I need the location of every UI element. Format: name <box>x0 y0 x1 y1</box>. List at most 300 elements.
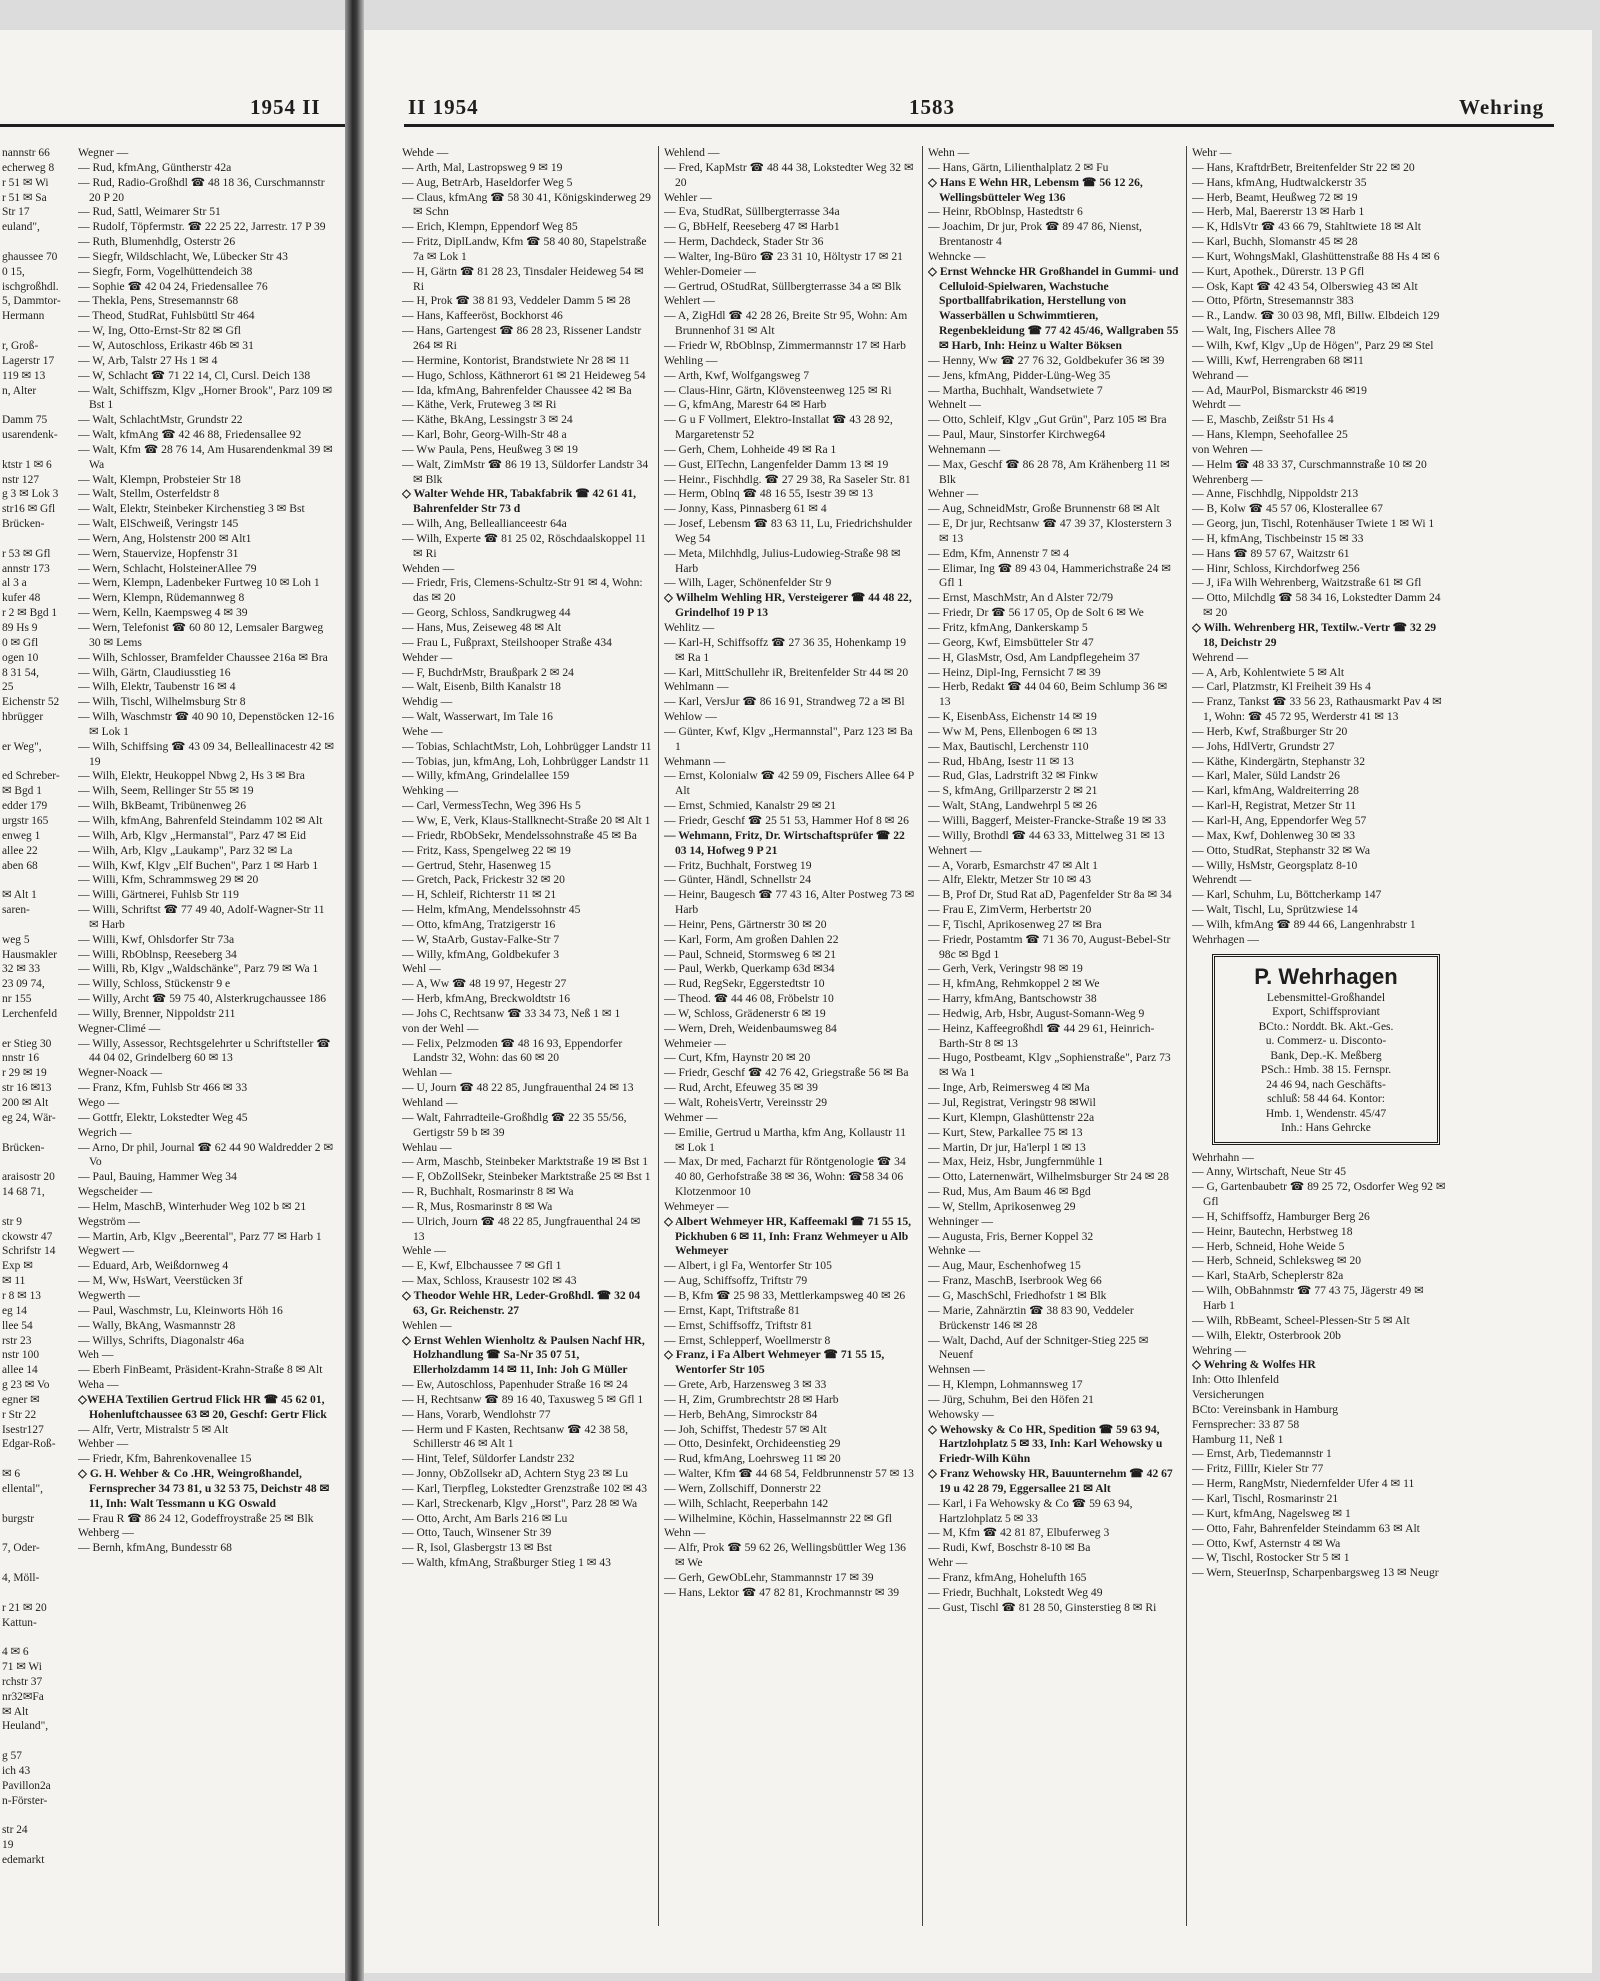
directory-entry: str16 ✉ Gfl <box>2 503 56 516</box>
directory-entry: — Ernst, Schmied, Kanalstr 29 ✉ 21 <box>664 799 837 813</box>
directory-entry: — Wilh, Schiffsing ☎ 43 09 34, Belleallinacestr 42 ✉ 19 <box>78 739 335 768</box>
directory-entry: 14 68 71, <box>2 1186 45 1199</box>
directory-entry: — B, Kfm ☎ 25 98 33, Mettlerkampsweg 40 ✉ 26 <box>664 1288 906 1302</box>
directory-entry: — Walt, Fahrradteile-Großhdlg ☎ 22 35 55/56, Gertigstr 59 b ✉ 39 <box>402 1110 627 1139</box>
directory-entry: — Arth, Kwf, Wolfgangsweg 7 <box>664 368 810 382</box>
directory-entry: — Jonny, Kass, Pinnasberg 61 ✉ 4 <box>664 502 827 516</box>
directory-entry: Wehlmann — <box>664 680 729 694</box>
directory-entry: — Willy, Brenner, Nippoldstr 211 <box>78 1006 236 1020</box>
directory-entry: — Aug, Schiffsoffz, Triftstr 79 <box>664 1274 808 1288</box>
directory-entry: — R, Mus, Rosmarinstr 8 ✉ Wa <box>402 1199 553 1213</box>
directory-entry: — Rudi, Kwf, Boschstr 8-10 ✉ Ba <box>928 1541 1091 1555</box>
directory-entry: — Hans, Klempn, Seehofallee 25 <box>1192 428 1348 442</box>
directory-entry: Wehring — <box>1192 1343 1247 1357</box>
directory-entry: — K, HdlsVtr ☎ 43 66 79, Stahltwiete 18 ✉ Alt <box>1192 220 1421 234</box>
directory-entry: — Inge, Arb, Reimersweg 4 ✉ Ma <box>928 1081 1090 1095</box>
directory-entry: weg 5 <box>2 933 30 946</box>
directory-entry: — Jens, kfmAng, Pidder-Lüng-Weg 35 <box>928 368 1111 382</box>
directory-entry: Pavillon2a <box>2 1779 51 1792</box>
directory-entry: — Gust, ElTechn, Langenfelder Damm 13 ✉ 19 <box>664 457 889 471</box>
directory-entry: — Max, Bautischl, Lerchenstr 110 <box>928 739 1089 753</box>
directory-entry: — R, Buchhalt, Rosmarinstr 8 ✉ Wa <box>402 1185 574 1199</box>
directory-entry: — Jul, Registrat, Veringstr 98 ✉Wil <box>928 1096 1096 1109</box>
directory-entry: Wegwert — <box>78 1244 135 1258</box>
directory-entry: — Paul, Werkb, Querkamp 63d ✉34 <box>664 962 835 976</box>
directory-entry: — H, kfmAng, Tischbeinstr 15 ✉ 33 <box>1192 531 1364 545</box>
directory-entry: — Rud, Glas, Ladrstrift 32 ✉ Finkw <box>928 769 1099 783</box>
directory-entry: — Franz, kfmAng, Hohelufth 165 <box>928 1571 1087 1584</box>
directory-entry: ogen 10 <box>2 651 39 664</box>
directory-entry: — Claus, kfmAng ☎ 58 30 41, Königskinderweg 29 ✉ Schn <box>402 190 651 219</box>
directory-entry: — Wilh, kfmAng, Bahrenfeld Steindamm 102 ✉ Alt <box>78 813 323 827</box>
directory-entry: — H, Klempn, Lohmannsweg 17 <box>928 1378 1083 1392</box>
directory-entry: — Walt, Klempn, Probsteier Str 18 <box>78 472 241 486</box>
column-wehr <box>1192 146 1448 1581</box>
directory-entry: — Erich, Klempn, Eppendorf Weg 85 <box>402 220 578 234</box>
directory-entry <box>2 235 74 250</box>
directory-entry: — Felix, Pelzmoden ☎ 48 16 93, Eppendorfer Landstr 32, Wohn: das 60 ✉ 20 <box>402 1036 623 1065</box>
directory-entry: — W, Autoschloss, Erikastr 46b ✉ 31 <box>78 338 254 352</box>
directory-entry: ◇ Wilh. Wehrenberg HR, Textilw.-Vertr ☎ 32 29 18, Deichstr 29 <box>1192 621 1437 649</box>
directory-entry: — Walt, Tischl, Lu, Sprützwiese 14 <box>1192 903 1358 917</box>
directory-entry: — W, Stellm, Aprikosenweg 29 <box>928 1199 1076 1213</box>
directory-entry: ◇ Albert Wehmeyer HR, Kaffeemakl ☎ 71 55 15, Pickhuben 6 ✉ 11, Inh: Franz Wehmeyer u Alb Wehmeyer <box>664 1214 912 1258</box>
directory-entry: — Hans, kfmAng, Hudtwalckerstr 35 <box>1192 175 1367 189</box>
directory-entry: — Karl, Schuhm, Lu, Böttcherkamp 147 <box>1192 888 1382 902</box>
directory-entry <box>2 1630 74 1645</box>
directory-entry: — Walt, Schiffszm, Klgv „Horner Brook", Parz 109 ✉ Bst 1 <box>78 383 333 412</box>
directory-entry: ◇ Wehring & Wolfes HR <box>1192 1358 1316 1372</box>
directory-entry: — Otto, Desinfekt, Orchideenstieg 29 <box>664 1437 841 1451</box>
directory-entry: Wehnelt — <box>928 398 981 412</box>
directory-entry: — Rud, Archt, Efeuweg 35 ✉ 39 <box>664 1081 818 1095</box>
directory-entry: — Wilh, RbBeamt, Scheel-Plessen-Str 5 ✉ Alt <box>1192 1313 1410 1327</box>
directory-entry: Isestr127 <box>2 1423 44 1436</box>
directory-entry: — Carl, VermessTechn, Weg 396 Hs 5 <box>402 799 581 813</box>
directory-entry: — Karl-H, Registrat, Metzer Str 11 <box>1192 799 1357 813</box>
directory-entry: — Johs C, Rechtsanw ☎ 33 34 73, Neß 1 ✉ 1 <box>402 1006 621 1020</box>
directory-entry: Weha — <box>78 1378 119 1392</box>
directory-entry: — Helm, kfmAng, Mendelssohnstr 45 <box>402 903 581 917</box>
directory-entry: — Herm, Dachdeck, Stader Str 36 <box>664 235 824 249</box>
directory-entry: — Wilh, ObBahnmstr ☎ 77 43 75, Jägerstr 49 ✉ Harb 1 <box>1192 1284 1424 1312</box>
directory-entry: ◇ Theodor Wehle HR, Leder-Großhdl. ☎ 32 04 63, Gr. Reichenstr. 27 <box>402 1288 641 1317</box>
directory-entry: — Ernst, MaschMstr, An d Alster 72/79 <box>928 591 1114 605</box>
directory-entry: — Käthe, Kindergärtn, Stephanstr 32 <box>1192 754 1366 768</box>
directory-entry: r 29 ✉ 19 <box>2 1067 47 1080</box>
directory-entry <box>2 1526 74 1541</box>
directory-entry: — Fritz, DiplLandw, Kfm ☎ 58 40 80, Stapelstraße 7a ✉ Lok 1 <box>402 235 647 263</box>
ad-line: schluß: 58 44 64. Kontor: <box>1267 1093 1385 1106</box>
directory-entry: — Walt, kfmAng ☎ 42 46 88, Friedensallee 92 <box>78 428 302 442</box>
directory-entry: — Kurt, Stew, Parkallee 75 ✉ 13 <box>928 1125 1083 1139</box>
directory-entry: r 8 ✉ 13 <box>2 1289 41 1302</box>
directory-entry: ich 43 <box>2 1764 31 1777</box>
directory-entry: — Rud, Mus, Am Baum 46 ✉ Bgd <box>928 1185 1091 1199</box>
directory-entry: — Karl, Buchh, Slomanstr 45 ✉ 28 <box>1192 235 1358 249</box>
directory-entry: — Ww Paula, Pens, Heußweg 3 ✉ 19 <box>402 442 578 456</box>
directory-entry: — Wilh, Tischl, Wilhelmsburg Str 8 <box>78 695 246 709</box>
directory-entry: — Friedr W, RbOblnsp, Zimmermannstr 17 ✉ Harb <box>664 338 906 352</box>
directory-entry: 119 ✉ 13 <box>2 369 46 382</box>
directory-entry: — Karl, Streckenarb, Klgv „Horst", Parz 28 ✉ Wa <box>402 1496 638 1510</box>
directory-entry: — Friedr, Buchhalt, Lokstedt Weg 49 <box>928 1585 1103 1599</box>
directory-entry: — Ernst, Schiffsoffz, Triftstr 81 <box>664 1318 813 1332</box>
directory-entry: — Herb, Schneid, Hohe Weide 5 <box>1192 1239 1345 1253</box>
directory-entry: — Ernst, Schlepperf, Woellmerstr 8 <box>664 1333 831 1347</box>
directory-entry: — Eberh FinBeamt, Präsident-Krahn-Straße 8 ✉ Alt <box>78 1363 323 1377</box>
directory-entry: — K, EisenbAss, Eichenstr 14 ✉ 19 <box>928 710 1097 724</box>
directory-entry: ◇ Ernst Wehlen Wienholtz & Paulsen Nachf HR, Holzhandlung ☎ Sa-Nr 35 07 51, Ellerholzdamm 14 ✉ 11, Inh: Joh G Müller <box>402 1333 645 1377</box>
ad-line: Inh.: Hans Gehrcke <box>1281 1122 1371 1135</box>
directory-entry: 25 <box>2 681 14 694</box>
directory-entry: — Anny, Wirtschaft, Neue Str 45 <box>1192 1165 1347 1179</box>
directory-entry: — Gottfr, Elektr, Lokstedter Weg 45 <box>78 1110 248 1124</box>
directory-entry: Wegner-Climé — <box>78 1021 161 1035</box>
directory-entry: — Otto, Tauch, Winsener Str 39 <box>402 1526 552 1540</box>
directory-entry: er Stieg 30 <box>2 1037 52 1050</box>
directory-entry: — Hint, Telef, Süldorfer Landstr 232 <box>402 1452 575 1466</box>
column-wehn <box>928 146 1180 1616</box>
directory-entry: ◇ Hans E Wehn HR, Lebensm ☎ 56 12 26, Wellingsbütteler Weg 136 <box>928 175 1143 204</box>
directory-entry: — Wern, Telefonist ☎ 60 80 12, Lemsaler Bargweg 30 ✉ Lems <box>78 621 324 649</box>
directory-entry: — Meta, Milchhdlg, Julius-Ludowieg-Straße 98 ✉ Harb <box>664 546 901 575</box>
directory-entry: Wehmeier — <box>664 1036 726 1050</box>
directory-entry: — A, ZigHdl ☎ 42 28 26, Breite Str 95, Wohn: Am Brunnenhof 31 ✉ Alt <box>664 309 908 338</box>
directory-entry: — Heinr., Fischhdlg. ☎ 27 29 38, Ra Saseler Str. 81 <box>664 472 911 486</box>
directory-entry: Wehrdt — <box>1192 398 1241 412</box>
directory-entry: allee 22 <box>2 844 38 857</box>
directory-entry: — Friedr, Postamtm ☎ 71 36 70, August-Bebel-Str 98c ✉ Bgd 1 <box>928 932 1171 961</box>
directory-entry: — Karl, Form, Am großen Dahlen 22 <box>664 932 839 946</box>
directory-entry: 200 ✉ Alt <box>2 1097 49 1109</box>
directory-entry: — Wilh, Arb, Klgv „Laukamp", Parz 32 ✉ La <box>78 843 293 857</box>
directory-entry: — Willi, Kwf, Ohlsdorfer Str 73a <box>78 932 235 946</box>
directory-entry: Wehn — <box>928 146 970 159</box>
directory-entry: Wegwerth — <box>78 1288 140 1302</box>
directory-entry: nr32✉Fa <box>2 1690 44 1703</box>
directory-entry: — Siegfr, Form, Vogelhüttendeich 38 <box>78 264 253 278</box>
directory-entry: Kattun- <box>2 1616 37 1629</box>
directory-entry: Wehrhagen — <box>1192 932 1259 946</box>
directory-entry: — Otto, Archt, Am Barls 216 ✉ Lu <box>402 1511 568 1525</box>
directory-entry: ghaussee 70 <box>2 250 58 263</box>
directory-entry: — G, BbHelf, Reeseberg 47 ✉ Harb1 <box>664 220 840 234</box>
directory-entry: — F, Tischl, Aprikosenweg 27 ✉ Bra <box>928 917 1102 931</box>
directory-entry: — Friedr, Dr ☎ 56 17 05, Op de Solt 6 ✉ We <box>928 606 1144 620</box>
directory-entry: enweg 1 <box>2 829 41 842</box>
left-page <box>0 30 345 1973</box>
directory-entry <box>2 1809 74 1824</box>
directory-entry: — Kurt, kfmAng, Nagelsweg ✉ 1 <box>1192 1506 1351 1520</box>
directory-entry: nstr 100 <box>2 1349 40 1362</box>
directory-entry: — Otto, Laternenwärt, Wilhelmsburger Str 24 ✉ 28 <box>928 1170 1169 1184</box>
directory-entry: Wehlitz — <box>664 621 715 634</box>
directory-entry: burgstr <box>2 1512 35 1525</box>
directory-entry <box>2 1200 74 1215</box>
directory-entry: 32 ✉ 33 <box>2 963 41 976</box>
directory-entry: Wehnert — <box>928 843 982 857</box>
directory-entry: — Walt, SchlachtMstr, Grundstr 22 <box>78 413 243 427</box>
directory-entry <box>2 725 74 740</box>
directory-entry: Wehling — <box>664 353 718 367</box>
directory-entry: — Ida, kfmAng, Bahrenfelder Chaussee 42 ✉ Ba <box>402 383 632 397</box>
directory-entry: — Willi, Kfm, Schrammsweg 29 ✉ 20 <box>78 873 259 887</box>
directory-entry: — H, Zim, Grumbrechtstr 28 ✉ Harb <box>664 1392 839 1406</box>
directory-entry: Edgar-Roß- <box>2 1438 56 1451</box>
directory-entry: — Gertrud, Stehr, Hasenweg 15 <box>402 858 551 872</box>
directory-entry: — Wern, Dreh, Weidenbaumsweg 84 <box>664 1021 837 1035</box>
directory-entry: Wehe — <box>402 724 443 738</box>
directory-entry: Wehowsky — <box>928 1407 994 1421</box>
directory-entry <box>2 1734 74 1749</box>
directory-entry: — Frau L, Fußpraxt, Steilshooper Straße 434 <box>402 635 612 649</box>
directory-entry: — Jonny, ObZollsekr aD, Achtern Styg 23 ✉ Lu <box>402 1467 628 1481</box>
directory-entry: — Augusta, Fris, Berner Koppel 32 <box>928 1229 1094 1243</box>
directory-entry: 5, Dammtor- <box>2 295 61 308</box>
directory-entry: — G, MaschSchl, Friedhofstr 1 ✉ Blk <box>928 1288 1107 1302</box>
directory-entry: — U, Journ ☎ 48 22 85, Jungfrauenthal 24 ✉ 13 <box>402 1081 634 1095</box>
directory-entry: Inh: Otto Ihlenfeld <box>1192 1373 1279 1387</box>
directory-entry: — Rud, kfmAng, Güntherstr 42a <box>78 160 232 174</box>
directory-entry: — Franz, MaschB, Iserbrook Weg 66 <box>928 1274 1102 1288</box>
directory-entry: — Max, Dr med, Facharzt für Röntgenologie ☎ 34 40 80, Gerhofstraße 38 ✉ 36, Wohn: ☎58 34 06 Klotzenmoor 10 <box>664 1155 906 1199</box>
directory-entry: Wehdig — <box>402 695 453 709</box>
directory-entry: Wehden — <box>402 561 455 575</box>
ad-line: Bank, Dep.-K. Meßberg <box>1270 1049 1382 1062</box>
directory-entry: — Walt, ZimMstr ☎ 86 19 13, Süldorfer Landstr 34 ✉ Blk <box>402 457 649 486</box>
directory-entry: Exp ✉ <box>2 1260 33 1273</box>
directory-entry: — Walt, Kfm ☎ 28 76 14, Am Husarendenkmal 39 ✉ Wa <box>78 442 333 471</box>
directory-entry: — Grete, Arb, Harzensweg 3 ✉ 33 <box>664 1378 827 1392</box>
directory-entry: — Karl, MittSchullehr iR, Breitenfelder Str 44 ✉ 20 <box>664 665 909 679</box>
directory-entry <box>2 1556 74 1571</box>
directory-entry: — Max, Kwf, Dohlenweg 30 ✉ 33 <box>1192 828 1355 842</box>
directory-entry: Wehmann — <box>664 754 726 768</box>
directory-entry: Wehking — <box>402 784 459 798</box>
directory-entry: — Franz, Kfm, Fuhlsb Str 466 ✉ 33 <box>78 1081 248 1095</box>
directory-entry: Wehnke — <box>928 1244 981 1258</box>
directory-entry: — Ww M, Pens, Ellenbogen 6 ✉ 13 <box>928 724 1097 738</box>
directory-entry: str 9 <box>2 1215 22 1228</box>
directory-entry: g 3 ✉ Lok 3 <box>2 488 59 501</box>
directory-entry: — Curt, Kfm, Haynstr 20 ✉ 20 <box>664 1051 811 1065</box>
directory-entry: — Herm und F Kasten, Rechtsanw ☎ 42 38 58, Schillerstr 46 ✉ Alt 1 <box>402 1422 628 1451</box>
right-page <box>364 30 1592 1973</box>
directory-entry: Brücken- <box>2 518 45 531</box>
directory-entry: — Gretch, Pack, Frickestr 32 ✉ 20 <box>402 873 565 887</box>
directory-entry: — Claus-Hinr, Gärtn, Klövensteenweg 125 ✉ Ri <box>664 383 892 397</box>
directory-entry: — Harry, kfmAng, Bantschowstr 38 <box>928 992 1097 1006</box>
directory-entry: annstr 173 <box>2 562 50 575</box>
directory-entry: — Wilh, BkBeamt, Tribünenweg 26 <box>78 799 247 813</box>
directory-entry: — E, Dr jur, Rechtsanw ☎ 47 39 37, Klosterstern 3 ✉ 13 <box>928 517 1172 545</box>
directory-entry <box>2 398 74 413</box>
directory-entry: — Tobias, SchlachtMstr, Loh, Lohbrügger Landstr 11 <box>402 739 652 753</box>
directory-entry: — Sophie ☎ 42 04 24, Friedensallee 76 <box>78 279 268 293</box>
directory-entry: — Rud, HbAng, Isestr 11 ✉ 13 <box>928 754 1074 768</box>
directory-entry: n-Förster- <box>2 1794 48 1807</box>
directory-entry: von Wehren — <box>1192 442 1263 456</box>
directory-entry: — Wilh, Arb, Klgv „Hermanstal", Parz 47 ✉ Eid <box>78 828 306 842</box>
directory-entry: — Wilh, Kwf, Klgv „Up de Högen", Parz 29 ✉ Stel <box>1192 338 1434 352</box>
directory-entry: 71 ✉ Wi <box>2 1661 42 1674</box>
directory-entry: Wego — <box>78 1096 120 1109</box>
directory-entry: Damm 75 <box>2 414 48 427</box>
directory-entry: — Martin, Arb, Klgv „Beerental", Parz 77 ✉ Harb 1 <box>78 1229 322 1243</box>
directory-entry: ellental", <box>2 1482 44 1495</box>
directory-entry: — Willi, Rb, Klgv „Waldschänke", Parz 79 ✉ Wa 1 <box>78 962 319 976</box>
directory-entry: Wegström — <box>78 1214 140 1228</box>
directory-entry: — Theod. ☎ 44 46 08, Fröbelstr 10 <box>664 992 834 1006</box>
directory-entry: — Helm ☎ 48 33 37, Curschmannstraße 10 ✉ 20 <box>1192 457 1427 471</box>
directory-entry: — E, Kwf, Elbchaussee 7 ✉ Gfl 1 <box>402 1259 562 1273</box>
directory-entry: — Wilh, Elektr, Osterbrook 20b <box>1192 1328 1341 1342</box>
directory-entry: — Arno, Dr phil, Journal ☎ 62 44 90 Waldredder 2 ✉ Vo <box>78 1140 334 1169</box>
directory-entry: — Siegfr, Wildschlacht, We, Lübecker Str 43 <box>78 249 288 263</box>
directory-entry: — Karl, VersJur ☎ 86 16 91, Strandweg 72 a ✉ Bl <box>664 695 905 709</box>
directory-entry: eg 24, Wär- <box>2 1111 56 1124</box>
directory-entry: — Herb, Kwf, Straßburger Str 20 <box>1192 724 1348 738</box>
directory-entry: — Aug, Maur, Eschenhofweg 15 <box>928 1259 1081 1273</box>
directory-entry <box>2 918 74 933</box>
directory-entry: nstr 127 <box>2 473 40 486</box>
directory-entry: eg 14 <box>2 1304 27 1317</box>
directory-entry: — M, Ww, HsWart, Veerstücken 3f <box>78 1274 243 1288</box>
directory-entry: — Wern, Klempn, Rüdemannweg 8 <box>78 591 245 605</box>
directory-entry: — Walter, Kfm ☎ 44 68 54, Feldbrunnenstr 57 ✉ 13 <box>664 1467 914 1481</box>
directory-entry: — H, Gärtn ☎ 81 28 23, Tinsdaler Heideweg 54 ✉ Ri <box>402 264 644 293</box>
directory-entry: aben 68 <box>2 859 38 872</box>
directory-entry: — Rud, Radio-Großhdl ☎ 48 18 36, Curschmannstr 20 P 20 <box>78 175 325 204</box>
directory-entry: — A, Ww ☎ 48 19 97, Hegestr 27 <box>402 977 567 991</box>
directory-entry: — Paul, Bauing, Hammer Weg 34 <box>78 1170 237 1184</box>
directory-entry: — B, Prof Dr, Stud Rat aD, Pagenfelder Str 8a ✉ 34 <box>928 888 1172 902</box>
directory-entry: — A, Vorarb, Esmarchstr 47 ✉ Alt 1 <box>928 858 1098 872</box>
directory-entry: — Elimar, Ing ☎ 89 43 04, Hammerichstraße 24 ✉ Gfl 1 <box>928 561 1171 590</box>
directory-entry: — Aug, SchneidMstr, Große Brunnenstr 68 ✉ Alt <box>928 502 1160 516</box>
directory-entry: — Herb, Schneid, Schleksweg ✉ 20 <box>1192 1254 1362 1268</box>
directory-entry: ◇ Wilhelm Wehling HR, Versteigerer ☎ 44 48 22, Grindelhof 19 P 13 <box>664 591 912 620</box>
directory-entry: — Herb, kfmAng, Breckwoldtstr 16 <box>402 992 571 1006</box>
directory-entry: — Thekla, Pens, Stresemannstr 68 <box>78 294 239 308</box>
directory-entry: — Max, Schloss, Krausestr 102 ✉ 43 <box>402 1274 577 1288</box>
directory-entry: — H, Rechtsanw ☎ 89 16 40, Taxusweg 5 ✉ Gfl 1 <box>402 1392 644 1406</box>
directory-entry: ◇WEHA Textilien Gertrud Flick HR ☎ 45 62 01, Hohenluftchaussee 63 ✉ 20, Geschf: Gertr Flick <box>78 1392 327 1421</box>
directory-entry: Wehr — <box>928 1556 968 1570</box>
directory-entry: — Wehmann, Fritz, Dr. Wirtschaftsprüfer ☎ 22 03 14, Hofweg 9 P 21 <box>664 828 905 857</box>
directory-entry: — Anne, Fischhdlg, Nippoldstr 213 <box>1192 487 1359 501</box>
directory-entry: — Osk, Kapt ☎ 42 43 54, Olberswieg 43 ✉ Alt <box>1192 279 1418 293</box>
directory-entry <box>2 1126 74 1141</box>
directory-entry: — Karl, Bohr, Georg-Wilh-Str 48 a <box>402 428 567 442</box>
directory-entry: echerweg 8 <box>2 161 55 174</box>
directory-entry: — Ernst, Kolonialw ☎ 42 59 09, Fischers Allee 64 P Alt <box>664 769 914 798</box>
directory-entry: Versicherungen <box>1192 1388 1265 1402</box>
directory-entry: — Hinr, Schloss, Kirchdorfweg 256 <box>1192 561 1360 575</box>
directory-entry: — Herb, BehAng, Simrockstr 84 <box>664 1407 818 1421</box>
directory-entry: r 21 ✉ 20 <box>2 1601 47 1614</box>
directory-entry: Wehler — <box>664 190 712 204</box>
directory-entry: g 57 <box>2 1750 22 1763</box>
directory-entry: — Paul, Waschmstr, Lu, Kleinworts Höh 16 <box>78 1303 283 1317</box>
directory-entry: — Ew, Autoschloss, Papenhuder Straße 16 ✉ 24 <box>402 1378 628 1392</box>
directory-entry: — Herb, Redakt ☎ 44 04 60, Beim Schlump 36 ✉ 13 <box>928 680 1168 709</box>
directory-entry: — Helm, MaschB, Winterhuder Weg 102 b ✉ 21 <box>78 1199 307 1213</box>
directory-entry: — Walt, Wasserwart, Im Tale 16 <box>402 710 553 724</box>
directory-entry: — Jürg, Schuhm, Bei den Höfen 21 <box>928 1392 1094 1406</box>
directory-entry: ktstr 1 ✉ 6 <box>2 458 52 471</box>
directory-entry: — Wern, Ang, Holstenstr 200 ✉ Alt1 <box>78 531 252 545</box>
directory-entry: — Heinz, Dipl-Ing, Fernsicht 7 ✉ 39 <box>928 665 1101 679</box>
directory-entry: — Rudolf, Töpfermstr. ☎ 22 25 22, Jarrestr. 17 P 39 <box>78 220 326 234</box>
directory-entry: Heuland", <box>2 1720 49 1733</box>
directory-entry: — Kurt, Apothek., Dürerstr. 13 P Gfl <box>1192 264 1365 278</box>
directory-entry: — Joh, Schiffst, Thedestr 57 ✉ Alt <box>664 1422 827 1436</box>
directory-entry: — Willys, Schrifts, Diagonalstr 46a <box>78 1333 245 1347</box>
directory-entry: — Rud, kfmAng, Loehrsweg 11 ✉ 20 <box>664 1452 841 1466</box>
column-divider <box>1186 146 1187 1926</box>
directory-entry: — W, Ing, Otto-Ernst-Str 82 ✉ Gfl <box>78 324 242 338</box>
directory-entry: Wehr — <box>1192 146 1232 159</box>
directory-entry: Wehle — <box>402 1244 446 1258</box>
ad-line: PSch.: Hmb. 38 15. Fernspr. <box>1260 1064 1392 1077</box>
directory-entry: — Willy, kfmAng, Goldbekufer 3 <box>402 947 559 961</box>
directory-entry: — Walt, Stellm, Osterfeldstr 8 <box>78 487 220 501</box>
column-wehlend <box>664 146 916 1601</box>
directory-entry: — Theod, StudRat, Fuhlsbüttl Str 464 <box>78 309 255 323</box>
directory-entry: — G, Gartenbaubetr ☎ 89 25 72, Osdorfer Weg 92 ✉ Gfl <box>1192 1180 1446 1209</box>
directory-entry: — Max, Heiz, Hsbr, Jungfernmühle 1 <box>928 1155 1104 1169</box>
directory-entry: — G u F Vollmert, Elektro-Installat ☎ 43 28 92, Margaretenstr 52 <box>664 413 893 442</box>
directory-entry: ◇ G. H. Wehber & Co .HR, Weingroßhandel, Fernsprecher 34 73 81, u 32 53 75, Deichstr 48 ✉ 11, Inh: Walt Tessmann u KG Oswald <box>78 1467 330 1510</box>
directory-entry: — Walt, RoheisVertr, Vereinsstr 29 <box>664 1096 828 1109</box>
ad-title: P. Wehrhagen <box>1254 963 1398 989</box>
column-divider <box>922 146 923 1926</box>
directory-entry: — Willy, Assessor, Rechtsgelehrter u Schriftsteller ☎ 44 04 02, Grindelberg 60 ✉ 13 <box>78 1036 331 1065</box>
directory-entry: — Fritz, FillIr, Kieler Str 77 <box>1192 1462 1324 1476</box>
directory-entry: — Ernst, Arb, Tiedemannstr 1 <box>1192 1447 1332 1461</box>
directory-entry: — Kurt, Klempn, Glashüttenstr 22a <box>928 1110 1095 1124</box>
directory-entry: urgstr 165 <box>2 814 49 827</box>
directory-entry <box>2 1155 74 1170</box>
directory-entry: Wehrhahn — <box>1192 1150 1254 1164</box>
directory-entry: — Georg, jun, Tischl, Rotenhäuser Twiete 1 ✉ Wi 1 <box>1192 517 1435 531</box>
directory-entry: — Wilh, Experte ☎ 81 25 02, Röschdaalskoppel 11 ✉ Ri <box>402 531 646 560</box>
directory-entry: — Willi, Kwf, Herrengraben 68 ✉11 <box>1192 353 1364 367</box>
directory-entry: — M, Kfm ☎ 42 81 87, Elbuferweg 3 <box>928 1526 1110 1540</box>
directory-entry: — Willy, HsMstr, Georgsplatz 8-10 <box>1192 858 1358 872</box>
directory-entry: Fernsprecher: 33 87 58 <box>1192 1417 1300 1431</box>
directory-entry: ◇ Ernst Wehncke HR Großhandel in Gummi- und Celluloid-Spielwaren, Wachstuche Sportballfabrikation, Herstellung von Wasserbällen u Schwimmtieren, Regenbekleidung ☎ 77 42 45/46, Wallgraben 55 ✉ Harb, Inh: Heinz u Walter Böksen <box>928 264 1179 352</box>
directory-entry: Lagerstr 17 <box>2 354 55 367</box>
directory-entry: — Herm, RangMstr, Niedernfelder Ufer 4 ✉ 11 <box>1192 1477 1415 1491</box>
directory-entry: Lerchenfeld <box>2 1007 58 1020</box>
directory-entry: n, Alter <box>2 384 37 397</box>
directory-entry: 89 Hs 9 <box>2 622 38 634</box>
directory-entry: g 23 ✉ Vo <box>2 1379 50 1392</box>
directory-entry: — Walt, Eisenb, Bilth Kanalstr 18 <box>402 680 561 694</box>
directory-entry: hbrügger <box>2 711 44 724</box>
directory-entry: — Wilh, Seem, Rellinger Str 55 ✉ 19 <box>78 784 254 798</box>
directory-entry: Str 17 <box>2 206 30 219</box>
directory-entry: — Fritz, Buchhalt, Forstweg 19 <box>664 858 812 872</box>
directory-entry: — Karl, Maler, Süld Landstr 26 <box>1192 769 1340 783</box>
directory-entry: r 51 ✉ Sa <box>2 191 47 204</box>
directory-entry: nnstr 16 <box>2 1052 40 1065</box>
directory-entry: — Ww, E, Verk, Klaus-Stallknecht-Straße 20 ✉ Alt 1 <box>402 813 651 827</box>
directory-entry: — Fritz, kfmAng, Dankerskamp 5 <box>928 621 1088 634</box>
